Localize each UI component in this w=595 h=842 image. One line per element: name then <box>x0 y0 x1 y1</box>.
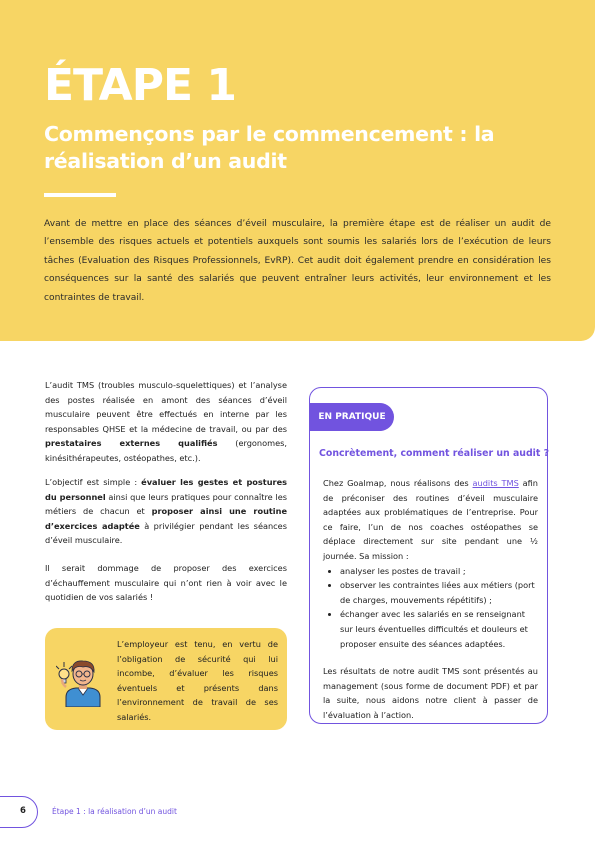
text-run: ainsi que leurs pratiques pour connaître les métiers de chacun et <box>45 491 287 517</box>
text-run: afin de préconiser des routines d’éveil musculaire adaptées aux problématiques de l’entreprise. Pour ce faire, l’un de nos coaches ostéopathes se déplace directement sur site pendant une ½ journée. Sa mission : <box>323 478 538 561</box>
step-title: ÉTAPE 1 <box>44 60 236 111</box>
practice-title: Concrètement, comment réaliser un audit ? <box>319 448 550 459</box>
subtitle-line-2: réalisation d’un audit <box>44 149 287 173</box>
text-run: Chez Goalmap, nous réalisons des <box>323 478 473 488</box>
person-with-lightbulb-icon <box>56 657 104 707</box>
results-paragraph: Les résultats de notre audit TMS sont présentés au management (sous forme de document PDF) et par la suite, nous aidons notre client à passer de l’évaluation à l’action. <box>323 666 538 720</box>
bold-run: proposer ainsi une routine d’exercices adaptée <box>45 506 287 531</box>
page-number: 6 <box>20 806 26 816</box>
title-divider <box>44 193 116 197</box>
intro-paragraph: Avant de mettre en place des séances d’éveil musculaire, la première étape est de réaliser un audit de l’ensemble des risques actuels et potentiels auxquels sont soumis les salariés lors de l’exécution de leurs tâches (Evaluation des Risques Professionnels, EvRP). Cet audit doit également prendre en considération les conséquences sur la santé des salariés que peuvent entraîner leurs activités, leur environnement et les contraintes de travail. <box>44 219 551 303</box>
employer-note-text: L’employeur est tenu, en vertu de l’obligation de sécurité qui lui incombe, d’évaluer les risques éventuels et présents dans l’environnement de travail de ses salariés. <box>117 639 278 722</box>
list-item: • échanger avec les salariés en se renseignant sur leurs éventuelles difficultés et douleurs et proposer ensuite des séances adaptées. <box>340 607 538 651</box>
mission-list <box>323 564 538 652</box>
bold-run: prestataires externes qualifiés <box>45 438 218 449</box>
audits-tms-link[interactable]: audits TMS <box>472 478 519 488</box>
text-run: L’objectif est simple : <box>45 477 142 487</box>
footer-label: Étape 1 : la réalisation d’un audit <box>52 807 177 816</box>
text-run: à privilégier pendant les séances d’éveil musculaire. <box>45 520 287 546</box>
paragraph-objective <box>45 475 287 548</box>
warning-text: Il serait dommage de proposer des exercices d’échauffement musculaire qui n’ont rien à voir avec le quotidien de vos salariés ! <box>45 563 287 603</box>
text-run: (ergonomes, kinésithérapeutes, ostéopathes, etc.). <box>45 438 287 463</box>
practice-body <box>323 476 538 723</box>
paragraph-warning <box>45 561 287 605</box>
paragraph-audit-tms <box>45 378 287 466</box>
list-item: • observer les contraintes liées aux métiers (port de charges, mouvements répétitifs) ; <box>340 578 538 607</box>
page-number-badge <box>0 796 38 828</box>
practice-tag: EN PRATIQUE <box>310 403 394 431</box>
subtitle-line-1: Commençons par le commencement : la <box>44 122 495 146</box>
list-item: • analyser les postes de travail ; <box>340 564 538 579</box>
text-run: L’audit TMS (troubles musculo-squelettiques) et l’analyse des postes réalisée en amont des séances d’éveil musculaire peuvent être effectués en interne par les responsables QHSE et la médecine de travail, ou par des <box>45 380 287 434</box>
bold-run: évaluer les gestes et postures du personnel <box>45 477 288 502</box>
page-subtitle <box>44 121 564 175</box>
